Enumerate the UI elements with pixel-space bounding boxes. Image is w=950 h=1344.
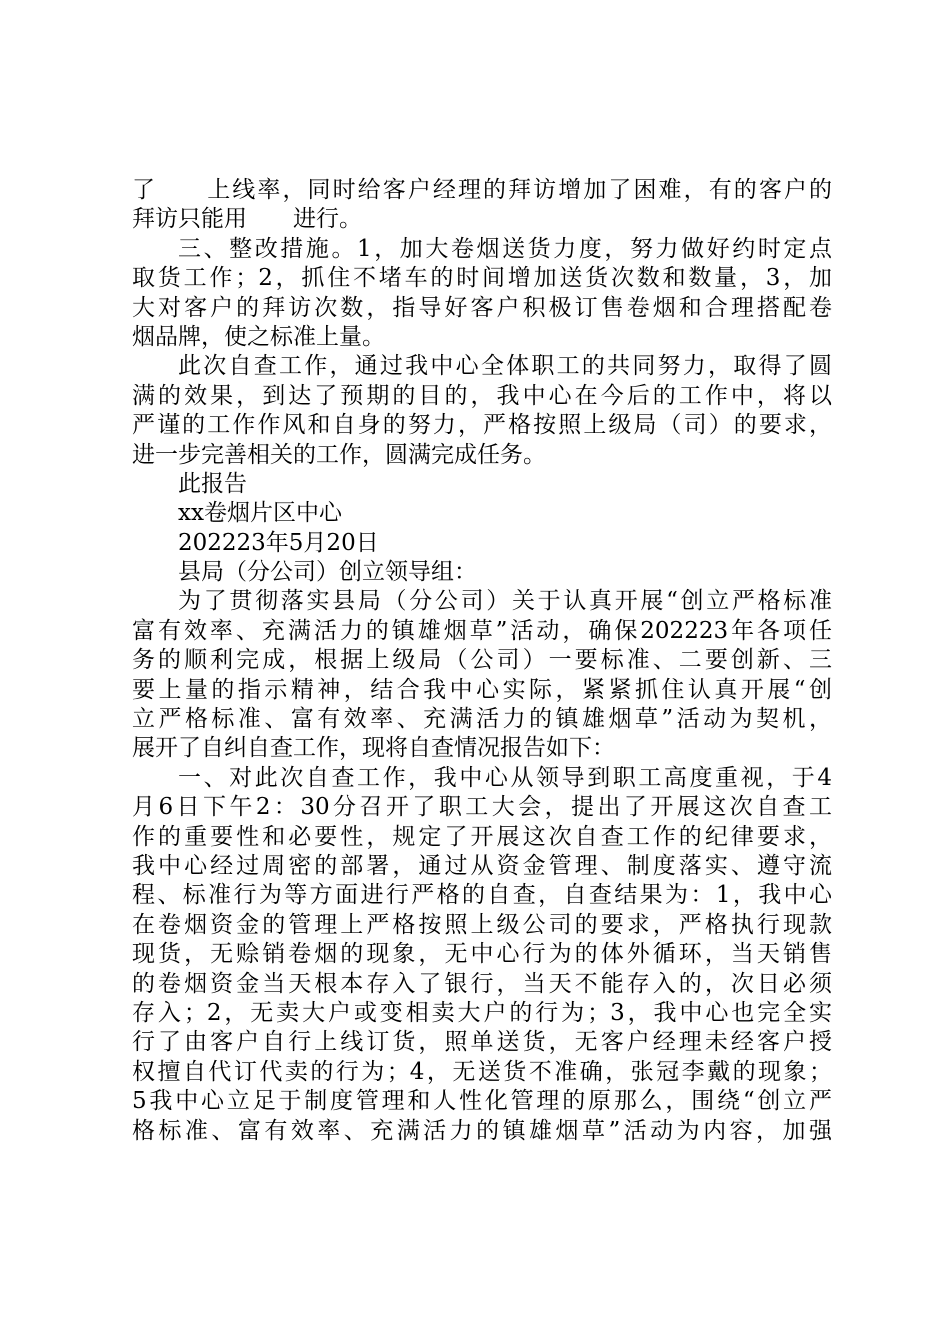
text-line: 作的重要性和必要性，规定了开展这次自查工作的纪律要求， — [132, 823, 832, 850]
paragraph-start-line: 三、整改措施。1，加大卷烟送货力度，努力做好约时定点 — [178, 235, 832, 262]
text-line: 行了由客户自行上线订货，照单送货，无客户经理未经客户授 — [132, 1029, 832, 1056]
report-closing: 此报告 — [178, 470, 247, 497]
text-line: 现货，无赊销卷烟的现象，无中心行为的体外循环，当天销售 — [132, 941, 832, 968]
text-line: 要上量的指示精神，结合我中心实际，紧紧抓住认真开展“创 — [132, 676, 832, 703]
paragraph-start-line: 为了贯彻落实县局（分公司）关于认真开展“创立严格标准 — [178, 588, 832, 615]
paragraph-start-line: 一、对此次自查工作，我中心从领导到职工高度重视，于4 — [178, 764, 832, 791]
text-line: 权擅自代订代卖的行为；4，无送货不准确，张冠李戴的现象； — [132, 1058, 832, 1085]
text-line: 拜访只能用 进行。 — [132, 206, 362, 233]
text-line: 务的顺利完成，根据上级局（公司）一要标准、二要创新、三 — [132, 647, 832, 674]
text-line: 进一步完善相关的工作，圆满完成任务。 — [132, 441, 546, 468]
text-line: 严谨的工作作风和自身的努力，严格按照上级局（司）的要求， — [132, 412, 832, 439]
text-line: 立严格标准、富有效率、充满活力的镇雄烟草”活动为契机， — [132, 706, 832, 733]
text-line: 富有效率、充满活力的镇雄烟草”活动，确保202223年各项任 — [132, 617, 832, 644]
salutation: 县局（分公司）创立领导组： — [178, 559, 477, 586]
text-line: 取货工作；2，抓住不堵车的时间增加送货次数和数量，3，加 — [132, 265, 832, 292]
signature-date: 202223年5月20日 — [178, 529, 379, 556]
document-body — [132, 176, 832, 1146]
text-line: 了 上线率，同时给客户经理的拜访增加了困难，有的客户的 — [132, 177, 832, 203]
text-line: 月6日下午2：30分召开了职工大会，提出了开展这次自查工 — [132, 794, 832, 821]
text-line: 展开了自纠自查工作，现将自查情况报告如下： — [132, 735, 615, 762]
text-line: 在卷烟资金的管理上严格按照上级公司的要求，严格执行现款 — [132, 911, 832, 938]
text-line: 的卷烟资金当天根本存入了银行，当天不能存入的，次日必须 — [132, 970, 832, 997]
text-line: 大对客户的拜访次数，指导好客户积极订售卷烟和合理搭配卷 — [132, 294, 832, 321]
text-line: 格标准、富有效率、充满活力的镇雄烟草”活动为内容，加强 — [132, 1117, 832, 1144]
text-line: 满的效果，到达了预期的目的，我中心在今后的工作中，将以 — [132, 382, 832, 409]
text-line: 我中心经过周密的部署，通过从资金管理、制度落实、遵守流 — [132, 852, 832, 879]
text-line: 存入；2，无卖大户或变相卖大户的行为；3，我中心也完全实 — [132, 999, 832, 1026]
text-line: 5我中心立足于制度管理和人性化管理的原那么，围绕“创立严 — [132, 1088, 832, 1115]
text-line: 程、标准行为等方面进行严格的自查，自查结果为：1，我中心 — [132, 882, 832, 909]
text-line: 烟品牌，使之标准上量。 — [132, 323, 385, 350]
paragraph-start-line: 此次自查工作，通过我中心全体职工的共同努力，取得了圆 — [178, 353, 832, 380]
signature-org: xx卷烟片区中心 — [178, 500, 342, 527]
